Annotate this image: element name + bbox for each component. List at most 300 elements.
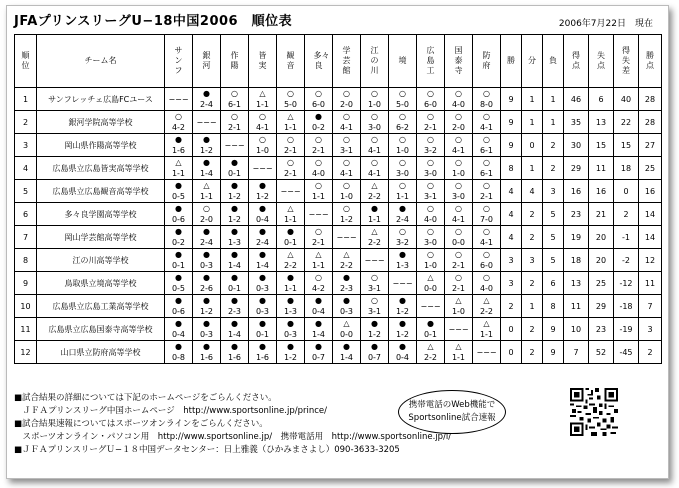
- match-score: 2-0: [199, 215, 214, 224]
- match-result-cell: [277, 272, 305, 295]
- match-result-cell: [333, 157, 361, 180]
- match-result-cell: [417, 134, 445, 157]
- match-score: 3-1: [367, 284, 382, 293]
- match-score: 1-6: [171, 146, 186, 155]
- team-name-cell: 広島県立広島工業高等学校: [37, 295, 165, 318]
- result-symbol: ●: [259, 319, 266, 328]
- stat-cell: 27: [639, 134, 662, 157]
- stat-cell: 22: [614, 111, 639, 134]
- match-score: 8-0: [479, 100, 494, 109]
- table-row: [15, 249, 662, 272]
- match-score: 0-5: [171, 284, 186, 293]
- match-score: 2-2: [339, 261, 354, 270]
- match-score: 2-1: [283, 146, 298, 155]
- match-result-cell: [165, 341, 193, 364]
- stat-cell: 1: [543, 88, 564, 111]
- result-symbol: ○: [399, 89, 406, 98]
- match-result-cell: [305, 272, 333, 295]
- match-result-cell: [333, 203, 361, 226]
- match-result-cell: [249, 249, 277, 272]
- match-result-cell: [193, 249, 221, 272]
- match-score: 3-1: [339, 146, 354, 155]
- match-score: 2-0: [339, 100, 354, 109]
- match-score: 0-1: [423, 330, 438, 339]
- match-score: 2-1: [423, 123, 438, 132]
- match-score: 2-1: [451, 261, 466, 270]
- match-result-cell: [417, 111, 445, 134]
- result-symbol: ●: [427, 319, 434, 328]
- table-header: [15, 35, 662, 88]
- stat-header: [501, 35, 522, 88]
- stat-cell: -1: [614, 226, 639, 249]
- result-symbol: ●: [287, 227, 294, 236]
- stat-cell: 0: [501, 318, 522, 341]
- match-result-cell: [361, 157, 389, 180]
- match-result-cell: [249, 203, 277, 226]
- result-symbol: △: [175, 158, 182, 167]
- match-result-cell: [333, 295, 361, 318]
- match-score: 0-1: [227, 169, 242, 178]
- match-result-cell: [389, 88, 417, 111]
- match-result-cell: [473, 295, 501, 318]
- match-score: 2-2: [283, 261, 298, 270]
- match-score: 6-1: [479, 146, 494, 155]
- match-score: 2-0: [451, 123, 466, 132]
- table-row: [15, 295, 662, 318]
- match-result-cell: [165, 295, 193, 318]
- stat-cell: 8: [543, 295, 564, 318]
- result-symbol: ○: [455, 250, 462, 259]
- match-score: 1-2: [255, 192, 270, 201]
- stat-cell: 2: [639, 341, 662, 364]
- match-result-cell: [417, 318, 445, 341]
- match-result-cell: [193, 134, 221, 157]
- result-symbol: ●: [175, 319, 182, 328]
- match-result-cell: [389, 134, 417, 157]
- match-score: 2-1: [311, 238, 326, 247]
- mobile-speech-bubble: [398, 390, 506, 434]
- match-score: 0-2: [311, 123, 326, 132]
- footer-line: ■試合結果の詳細については下記のホームページをごらんください。: [14, 393, 277, 403]
- match-score: 4-1: [367, 169, 382, 178]
- match-score: 1-6: [227, 353, 242, 362]
- match-result-cell: [389, 157, 417, 180]
- result-symbol: ○: [371, 296, 378, 305]
- match-score: 0-4: [311, 307, 326, 316]
- result-symbol: ○: [455, 112, 462, 121]
- match-score: 0-4: [255, 215, 270, 224]
- result-symbol: ○: [315, 181, 322, 190]
- result-symbol: ●: [259, 250, 266, 259]
- match-score: 2-1: [479, 192, 494, 201]
- result-symbol: ●: [287, 296, 294, 305]
- stat-cell: 52: [589, 341, 614, 364]
- result-symbol: ●: [399, 342, 406, 351]
- match-result-cell: [249, 134, 277, 157]
- result-symbol: ○: [483, 250, 490, 259]
- opponent-header-label: 境: [398, 56, 407, 65]
- match-score: 1-4: [255, 261, 270, 270]
- match-score: 0-6: [171, 215, 186, 224]
- match-result-cell: [193, 272, 221, 295]
- match-result-cell: [389, 295, 417, 318]
- result-symbol: △: [343, 250, 350, 259]
- stat-cell: 2: [501, 295, 522, 318]
- match-score: 1-6: [199, 353, 214, 362]
- match-result-cell: [193, 341, 221, 364]
- stat-cell: 19: [564, 226, 589, 249]
- match-result-cell: [417, 272, 445, 295]
- result-symbol: △: [287, 204, 294, 213]
- result-symbol: ○: [483, 158, 490, 167]
- match-score: 2-4: [199, 100, 214, 109]
- result-symbol: ○: [287, 135, 294, 144]
- match-score: 1-3: [227, 238, 242, 247]
- match-result-cell: [389, 180, 417, 203]
- stat-cell: 2: [543, 134, 564, 157]
- result-symbol: ●: [203, 273, 210, 282]
- match-score: 1-2: [367, 330, 382, 339]
- stat-cell: 15: [614, 134, 639, 157]
- stat-cell: 18: [614, 157, 639, 180]
- self-match-cell: −−−: [333, 226, 361, 249]
- match-result-cell: [305, 226, 333, 249]
- stat-cell: 6: [589, 88, 614, 111]
- rank-header-label: 順位: [21, 51, 30, 70]
- opponent-header: [277, 35, 305, 88]
- opponent-header: [249, 35, 277, 88]
- result-symbol: △: [203, 181, 210, 190]
- match-result-cell: [333, 180, 361, 203]
- stat-cell: 1: [543, 111, 564, 134]
- match-result-cell: [333, 272, 361, 295]
- result-symbol: ○: [399, 158, 406, 167]
- opponent-header-label: 皆実: [258, 51, 267, 70]
- opponent-header-label: 学芸館: [342, 46, 351, 75]
- result-symbol: ●: [231, 227, 238, 236]
- stat-header-label: 負: [549, 56, 557, 65]
- match-score: 0-4: [395, 353, 410, 362]
- result-symbol: ○: [483, 89, 490, 98]
- match-score: 3-0: [423, 169, 438, 178]
- result-symbol: ●: [231, 204, 238, 213]
- match-result-cell: [389, 341, 417, 364]
- self-match-cell: −−−: [389, 272, 417, 295]
- result-symbol: ●: [231, 319, 238, 328]
- team-name-cell: 江の川高等学校: [37, 249, 165, 272]
- match-result-cell: [473, 203, 501, 226]
- stat-cell: 2: [522, 203, 543, 226]
- match-score: 0-0: [423, 284, 438, 293]
- match-score: 3-0: [395, 169, 410, 178]
- stat-cell: 7: [564, 341, 589, 364]
- stat-cell: 0: [522, 134, 543, 157]
- table-row: [15, 111, 662, 134]
- match-score: 0-3: [255, 307, 270, 316]
- match-score: 0-3: [199, 330, 214, 339]
- result-symbol: △: [483, 296, 490, 305]
- match-result-cell: [473, 226, 501, 249]
- match-result-cell: [473, 111, 501, 134]
- rank-cell: 2: [15, 111, 37, 134]
- match-result-cell: [333, 318, 361, 341]
- match-result-cell: [249, 318, 277, 341]
- match-score: 4-0: [311, 169, 326, 178]
- result-symbol: ●: [259, 296, 266, 305]
- table-row: [15, 272, 662, 295]
- stat-cell: 11: [639, 272, 662, 295]
- match-result-cell: [193, 180, 221, 203]
- table-row: [15, 318, 662, 341]
- result-symbol: ●: [231, 273, 238, 282]
- rank-cell: 8: [15, 249, 37, 272]
- match-result-cell: [333, 134, 361, 157]
- match-score: 1-2: [227, 192, 242, 201]
- match-score: 2-1: [227, 123, 242, 132]
- team-name-cell: 山口県立防府高等学校: [37, 341, 165, 364]
- stat-cell: 9: [501, 111, 522, 134]
- match-score: 2-2: [479, 307, 494, 316]
- match-score: 3-0: [451, 192, 466, 201]
- match-score: 3-1: [423, 192, 438, 201]
- match-result-cell: [445, 88, 473, 111]
- match-result-cell: [305, 157, 333, 180]
- rank-cell: 12: [15, 341, 37, 364]
- match-score: 1-3: [283, 307, 298, 316]
- match-result-cell: [277, 341, 305, 364]
- result-symbol: ●: [175, 296, 182, 305]
- self-match-cell: −−−: [417, 295, 445, 318]
- stat-header: [639, 35, 662, 88]
- stat-cell: 14: [639, 203, 662, 226]
- match-score: 1-1: [451, 353, 466, 362]
- match-result-cell: [249, 180, 277, 203]
- result-symbol: ○: [483, 227, 490, 236]
- table-row: [15, 226, 662, 249]
- result-symbol: ○: [371, 273, 378, 282]
- result-symbol: ○: [203, 204, 210, 213]
- result-symbol: ○: [455, 204, 462, 213]
- stat-cell: 4: [501, 180, 522, 203]
- match-score: 1-2: [395, 307, 410, 316]
- self-match-cell: −−−: [165, 88, 193, 111]
- table-body: [15, 88, 662, 364]
- match-result-cell: [445, 180, 473, 203]
- match-result-cell: [361, 272, 389, 295]
- match-score: 1-1: [283, 284, 298, 293]
- match-result-cell: [417, 203, 445, 226]
- result-symbol: ●: [175, 250, 182, 259]
- match-result-cell: [473, 88, 501, 111]
- opponent-header: [417, 35, 445, 88]
- self-match-cell: −−−: [249, 157, 277, 180]
- match-score: 1-2: [339, 215, 354, 224]
- match-result-cell: [473, 249, 501, 272]
- match-score: 4-1: [255, 123, 270, 132]
- stat-header-label: 勝点: [646, 51, 654, 70]
- result-symbol: △: [427, 342, 434, 351]
- stat-cell: 7: [639, 295, 662, 318]
- stat-cell: 6: [543, 272, 564, 295]
- team-name-cell: 岡山学芸館高等学校: [37, 226, 165, 249]
- match-score: 4-0: [423, 215, 438, 224]
- team-name-cell: 多々良学園高等学校: [37, 203, 165, 226]
- result-symbol: ●: [203, 135, 210, 144]
- match-result-cell: [417, 341, 445, 364]
- match-result-cell: [165, 318, 193, 341]
- match-score: 1-2: [199, 307, 214, 316]
- table-row: [15, 341, 662, 364]
- stat-cell: 1: [522, 295, 543, 318]
- result-symbol: ○: [343, 204, 350, 213]
- match-result-cell: [361, 203, 389, 226]
- stat-cell: 3: [639, 318, 662, 341]
- result-symbol: ●: [231, 158, 238, 167]
- rank-cell: 9: [15, 272, 37, 295]
- match-score: 1-3: [395, 261, 410, 270]
- result-symbol: ●: [231, 296, 238, 305]
- result-symbol: △: [483, 319, 490, 328]
- result-symbol: ●: [175, 204, 182, 213]
- match-result-cell: [305, 180, 333, 203]
- result-symbol: ●: [287, 319, 294, 328]
- match-score: 1-1: [311, 192, 326, 201]
- match-score: 3-0: [423, 238, 438, 247]
- result-symbol: ○: [455, 158, 462, 167]
- match-score: 0-0: [339, 330, 354, 339]
- match-result-cell: [165, 180, 193, 203]
- match-result-cell: [221, 318, 249, 341]
- rank-cell: 10: [15, 295, 37, 318]
- match-score: 0-7: [367, 353, 382, 362]
- match-score: 1-0: [423, 261, 438, 270]
- stat-cell: -12: [614, 272, 639, 295]
- match-result-cell: [389, 318, 417, 341]
- team-name-cell: 鳥取県立境高等学校: [37, 272, 165, 295]
- result-symbol: ●: [259, 342, 266, 351]
- team-name-cell: 広島県立広島国泰寺高等学校: [37, 318, 165, 341]
- stat-cell: 9: [543, 341, 564, 364]
- match-score: 2-4: [255, 238, 270, 247]
- result-symbol: ●: [371, 204, 378, 213]
- result-symbol: ●: [259, 204, 266, 213]
- result-symbol: ●: [259, 273, 266, 282]
- table-row: [15, 157, 662, 180]
- stat-cell: 1: [522, 111, 543, 134]
- result-symbol: ○: [427, 158, 434, 167]
- result-symbol: ●: [287, 342, 294, 351]
- stat-cell: 16: [639, 180, 662, 203]
- match-result-cell: [333, 341, 361, 364]
- match-result-cell: [277, 226, 305, 249]
- match-score: 1-1: [171, 169, 186, 178]
- result-symbol: ○: [427, 250, 434, 259]
- result-symbol: △: [455, 342, 462, 351]
- match-result-cell: [221, 203, 249, 226]
- result-symbol: ●: [175, 227, 182, 236]
- match-score: 2-4: [395, 215, 410, 224]
- result-symbol: ○: [259, 112, 266, 121]
- match-result-cell: [277, 134, 305, 157]
- match-score: 1-1: [255, 100, 270, 109]
- match-result-cell: [277, 249, 305, 272]
- result-symbol: ○: [343, 135, 350, 144]
- result-symbol: ○: [483, 204, 490, 213]
- match-score: 4-1: [451, 146, 466, 155]
- match-result-cell: [193, 203, 221, 226]
- match-result-cell: [221, 295, 249, 318]
- match-result-cell: [221, 249, 249, 272]
- match-result-cell: [193, 226, 221, 249]
- opponent-header: [333, 35, 361, 88]
- match-result-cell: [445, 157, 473, 180]
- opponent-header-label: 国泰寺: [454, 46, 463, 75]
- rank-cell: 6: [15, 203, 37, 226]
- match-score: 0-3: [255, 284, 270, 293]
- match-score: 0-0: [451, 238, 466, 247]
- standings-table: [14, 34, 662, 364]
- result-symbol: ○: [231, 112, 238, 121]
- footer-line: スポーツオンライン・パソコン用 http://www.sportsonline.jp/ 携帯電話用 http://www.sportsonline.jp/i/: [14, 432, 452, 442]
- result-symbol: ○: [231, 89, 238, 98]
- stat-cell: 13: [564, 272, 589, 295]
- match-score: 0-1: [171, 261, 186, 270]
- match-score: 6-0: [479, 261, 494, 270]
- opponent-header: [473, 35, 501, 88]
- footer-line: ■ＪＦＡプリンスリーグＵ−１８中国データセンター：日上雅義（ひかみまさよし）090-3633-3205: [14, 445, 400, 455]
- stat-cell: 3: [501, 272, 522, 295]
- match-score: 2-3: [227, 307, 242, 316]
- match-result-cell: [417, 226, 445, 249]
- match-score: 1-4: [227, 261, 242, 270]
- stat-cell: 2: [522, 226, 543, 249]
- stat-cell: 14: [639, 226, 662, 249]
- stat-cell: 20: [589, 249, 614, 272]
- match-result-cell: [445, 134, 473, 157]
- match-result-cell: [445, 295, 473, 318]
- table-row: [15, 180, 662, 203]
- result-symbol: ●: [231, 250, 238, 259]
- result-symbol: ○: [455, 181, 462, 190]
- match-result-cell: [417, 88, 445, 111]
- result-symbol: ○: [399, 112, 406, 121]
- result-symbol: ●: [175, 181, 182, 190]
- result-symbol: ○: [259, 135, 266, 144]
- match-result-cell: [193, 88, 221, 111]
- result-symbol: ●: [175, 135, 182, 144]
- rank-cell: 7: [15, 226, 37, 249]
- match-result-cell: [193, 295, 221, 318]
- stat-header: [614, 35, 639, 88]
- opponent-header-label: 銀河: [202, 51, 211, 70]
- match-score: 3-2: [395, 238, 410, 247]
- match-score: 1-2: [199, 146, 214, 155]
- match-result-cell: [249, 111, 277, 134]
- result-symbol: ○: [427, 227, 434, 236]
- result-symbol: ○: [343, 158, 350, 167]
- match-result-cell: [193, 318, 221, 341]
- result-symbol: ●: [203, 158, 210, 167]
- footer-line: ＪＦＡプリンスリーグ中国ホームページ http://www.sportsonline.jp/prince/: [14, 406, 327, 416]
- stat-cell: 40: [614, 88, 639, 111]
- stat-cell: 0: [501, 341, 522, 364]
- match-score: 1-4: [311, 330, 326, 339]
- match-result-cell: [221, 88, 249, 111]
- result-symbol: ○: [483, 112, 490, 121]
- match-score: 3-1: [367, 307, 382, 316]
- stat-cell: 2: [522, 272, 543, 295]
- stat-cell: 2: [543, 157, 564, 180]
